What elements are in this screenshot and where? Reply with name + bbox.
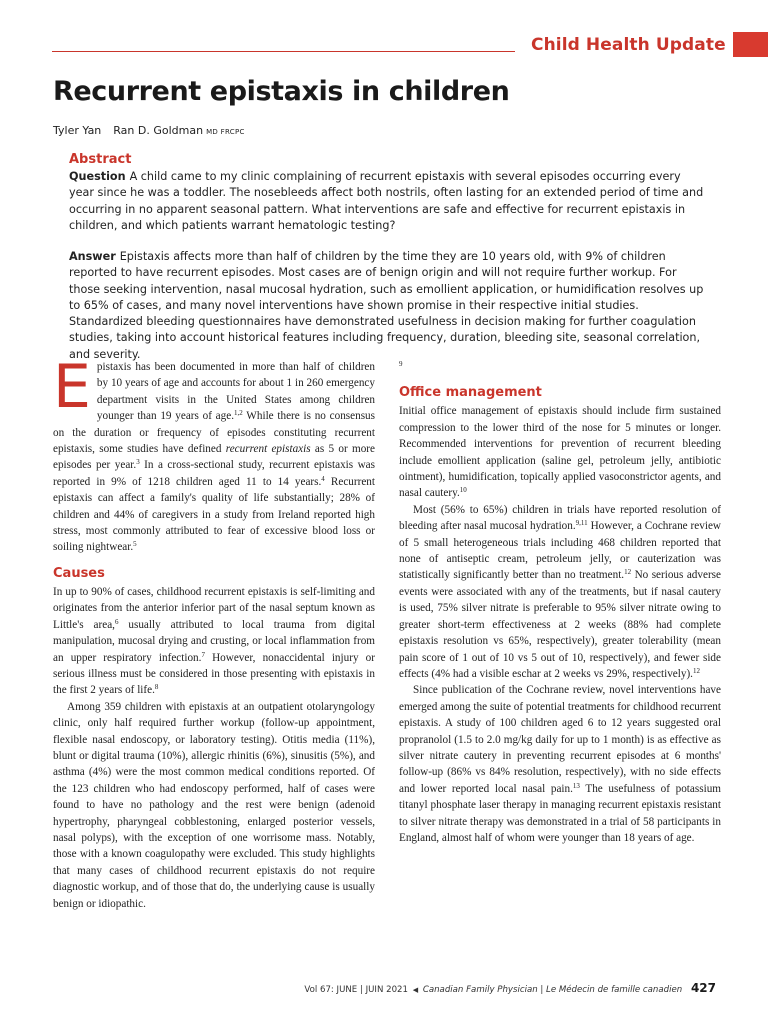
text-run: Most (56% to 65%) children in trials have reported resolution of bleeding after nasal mucosal hydration. bbox=[399, 503, 721, 533]
author-credentials: MD FRCPC bbox=[206, 128, 245, 136]
reference-marker: 4 bbox=[321, 474, 325, 483]
body-column-left bbox=[53, 352, 376, 912]
office-paragraph bbox=[399, 682, 721, 846]
page-number: 427 bbox=[690, 981, 716, 995]
body-column-right bbox=[399, 359, 721, 846]
footer-volume: Vol 67: JUNE | JUIN 2021 bbox=[304, 985, 408, 995]
causes-paragraph bbox=[53, 584, 375, 699]
text-run: Recurrent epistaxis can affect a family's quality of life substantially; 28% of children and 44% of caregivers in a study from Ireland reported high stress, most commonly attributed to fear of excessive blood loss or soiling nightwear. bbox=[53, 475, 375, 554]
footer-journal: Canadian Family Physician | Le Médecin de famille canadien bbox=[422, 985, 683, 995]
text-run: pistaxis has been documented in more than half of children by 10 years of age and accounts for about 1 in 260 emergency department visits in the United States among children younger than 19 years of age. bbox=[96, 361, 375, 423]
office-paragraph bbox=[399, 403, 721, 501]
reference-marker: 9 bbox=[399, 360, 403, 368]
reference-marker: 5 bbox=[133, 540, 137, 549]
reference-marker: 10 bbox=[459, 486, 467, 495]
text-run: However, nonaccidental injury or serious illness must be considered in those presenting with epistaxis in the first 2 years of life. bbox=[53, 651, 375, 697]
reference-marker: 3 bbox=[136, 458, 140, 467]
intro-paragraph bbox=[53, 352, 376, 556]
text-run: Initial office management of epistaxis should include firm sustained compression to the lower third of the nose for 5 minutes or longer. Recommended interventions for prevention of recurrent bleeding include emollient application (saline gel, petroleum jelly, antibiotic ointment), humidification, topically applied vasoconstrictor agents, and nasal cautery. bbox=[399, 405, 721, 500]
causes-paragraph-flow bbox=[53, 699, 375, 912]
text-run: usually attributed to local trauma from digital manipulation, mucosal drying and crusting, or local inflammation from an upper respiratory infection. bbox=[53, 618, 375, 664]
abstract-question bbox=[69, 169, 709, 234]
text-run: The usefulness of potassium titanyl phosphate laser therapy in managing recurrent epistaxis resistant to silver nitrate therapy was demonstrated in a trial of 58 participants in England, almost half of whom were younger than 18 years of age. bbox=[399, 782, 721, 844]
reference-marker: 1,2 bbox=[234, 409, 243, 418]
causes-paragraph-continued bbox=[399, 359, 721, 375]
text-run: Among 359 children with epistaxis at an outpatient otolaryngology clinic, only half required further workup (follow-up appointment, flexible nasal endoscopy, or laboratory testing). Otitis media (11%), blunt or digital trauma (10%), allergic rhinitis (6%), sinusitis (5%), and asthma (4%) were the most common medical conditions reported. Of the 123 children who had endoscopy performed, half of cases were found to have no pathology and the rest were benign (adenoid hypertrophy, pharyngeal cobblestoning, enlarged posterior vessels, nasal polyps), with the exception of one worrisome mass. Notably, those with a known coagulopathy were excluded. This study highlights that many cases of childhood recurrent epistaxis do not require diagnostic workup, and of those that do, the underlying cause is usually benign or idiopathic. bbox=[53, 700, 375, 910]
triangle-left-icon: ◀ bbox=[412, 986, 419, 994]
header-rule bbox=[52, 51, 515, 52]
section-tab-marker bbox=[733, 32, 768, 57]
author-name: Ran D. Goldman bbox=[113, 124, 204, 137]
reference-marker: 9,11 bbox=[575, 519, 588, 528]
reference-marker: 12 bbox=[692, 666, 700, 675]
text-run: While there is no consensus on the duration or frequency of episodes constituting recurrent epistaxis, some studies have defined bbox=[53, 410, 376, 456]
text-run: No serious adverse events were associated with any of the treatments, but if nasal cautery is used, 75% silver nitrate is preferable to 95% silver nitrate owing to greater short-term effectiveness at 2 weeks (88% had complete epistaxis resolution vs 65%, respectively), greater tolerability (mean pain score of 1 out of 10 vs 5 out of 10, respectively), and fewer side effects (4% had a visible eschar at 2 weeks vs 29%, respectively). bbox=[399, 569, 721, 680]
text-run: as 5 or more episodes per year. bbox=[53, 443, 375, 472]
abstract-answer bbox=[69, 249, 709, 363]
question-text: A child came to my clinic complaining of recurrent epistaxis with several episodes occurring every year since he was a toddler. The nosebleeds affect both nostrils, often lasting for an extended period of time and occurring in no apparent seasonal pattern. What interventions are safe and effective for recurrent epistaxis in children, and which patients warrant hematologic testing? bbox=[69, 170, 704, 232]
reference-marker: 6 bbox=[114, 617, 119, 626]
abstract-heading: Abstract bbox=[69, 152, 132, 167]
reference-marker: 13 bbox=[572, 781, 580, 790]
drop-cap: E bbox=[53, 352, 91, 422]
text-run: In a cross-sectional study, recurrent epistaxis was reported in 9% of 1218 children aged 11 to 14 years. bbox=[53, 459, 375, 488]
text-run: In up to 90% of cases, childhood recurrent epistaxis is self-limiting and originates from the anterior inferior part of the nasal septum known as Little's area, bbox=[53, 585, 375, 631]
text-run: However, a Cochrane review of 5 small heterogeneous trials including 468 children reported that none of antiseptic cream, petroleum jelly, or cauterization was statistically significantly better than no treatment. bbox=[399, 520, 721, 582]
answer-label: Answer bbox=[69, 250, 116, 263]
author-list bbox=[53, 124, 245, 137]
office-paragraph bbox=[399, 502, 721, 682]
causes-heading: Causes bbox=[53, 565, 105, 581]
reference-marker: 12 bbox=[624, 568, 632, 577]
text-run: Since publication of the Cochrane review, novel interventions have emerged among the suite of potential treatments for childhood recurrent epistaxis. A study of 100 children aged 6 to 12 years suggested oral propranolol (1.5 to 2.0 mg/kg daily for up to 1 month) is as effective as silver nitrate cautery in preventing recurrent episodes at 6 months' follow-up (86% vs 84% resolution, respectively), with no side effects and lower reported local nasal pain. bbox=[399, 684, 721, 795]
reference-marker: 7 bbox=[201, 650, 205, 659]
reference-marker: 8 bbox=[154, 683, 159, 692]
page-footer bbox=[304, 981, 716, 995]
article-title: Recurrent epistaxis in children bbox=[53, 76, 510, 107]
office-management-heading: Office management bbox=[399, 385, 542, 401]
answer-text: Epistaxis affects more than half of children by the time they are 10 years old, with 9% of children reported to have recurrent episodes. Most cases are of benign origin and will not require further workup. For those seeking intervention, nasal mucosal hydration, such as emollient application, or humidification resolves up to 65% of cases, and many novel interventions have shown promise in their respective initial studies. Standardized bleeding questionnaires have demonstrated usefulness in decision making for further coagulation studies, taking into account historical features including frequency, duration, bleeding site, seasonal correlation, and severity. bbox=[69, 250, 704, 361]
section-label: Child Health Update bbox=[531, 35, 726, 55]
author-name: Tyler Yan bbox=[53, 124, 102, 137]
emphasized-term: recurrent epistaxis bbox=[225, 443, 311, 456]
question-label: Question bbox=[69, 170, 126, 183]
